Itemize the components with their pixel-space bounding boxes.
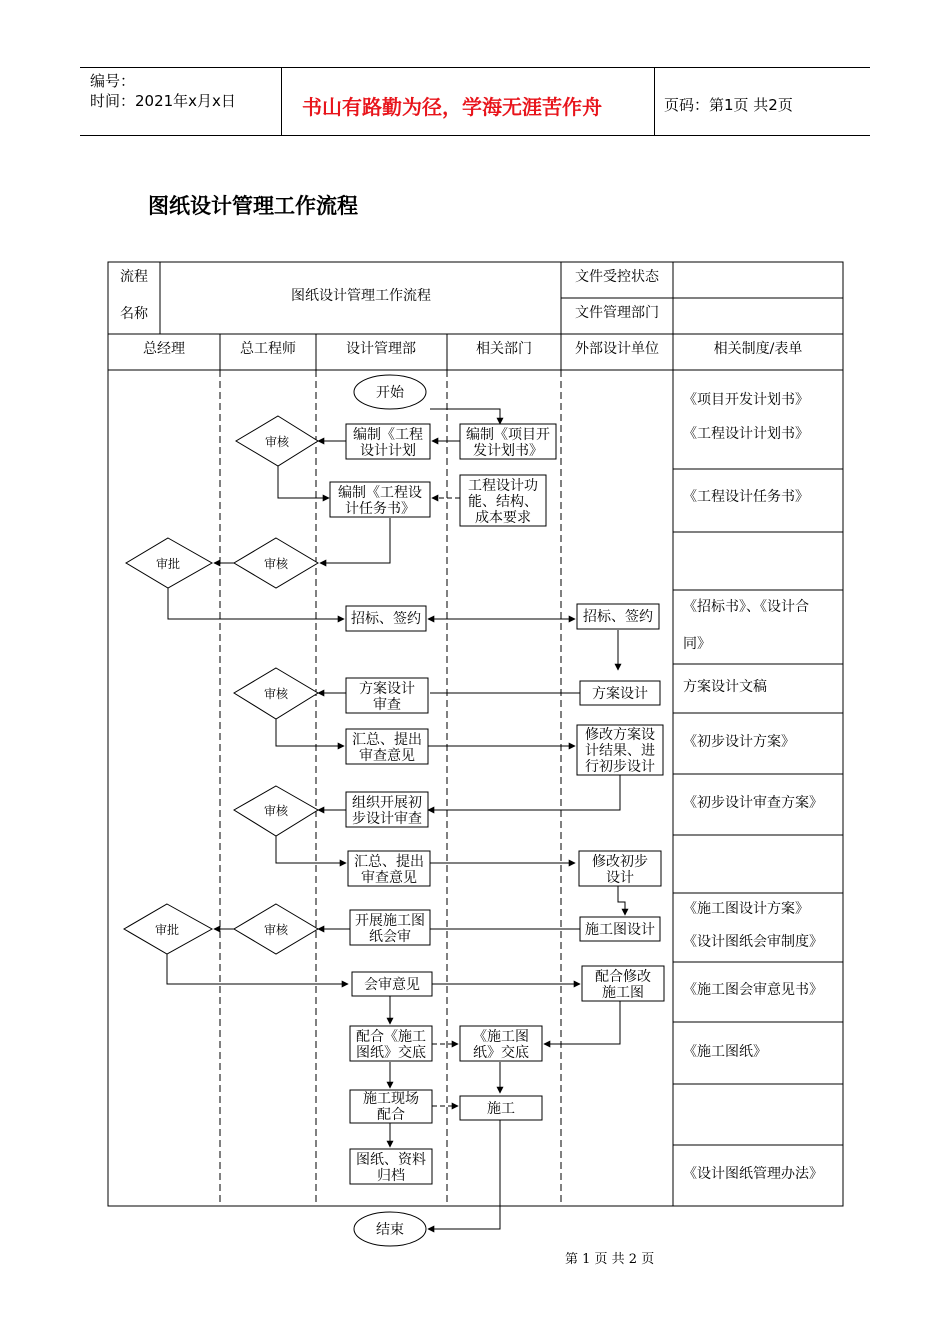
box-label: 招标、签约 [583,609,653,625]
box-label: 《施工图 [473,1029,529,1045]
box-label: 编制《项目开 [466,427,550,443]
box-label: 能、结构、 [468,494,538,510]
start-label: 开始 [376,385,404,401]
box-label: 设计计划 [360,443,416,459]
form-label: 《设计图纸管理办法》 [683,1166,823,1182]
column-header: 总工程师 [240,341,296,357]
column-header: 相关制度/表单 [713,341,803,357]
box-label: 汇总、提出 [352,732,422,748]
box-label: 行初步设计 [585,759,655,775]
box-label: 修改初步 [592,854,648,870]
form-label: 方案设计文稿 [683,679,767,695]
page-footer: 第 1 页 共 2 页 [565,1252,655,1267]
review-label: 审核 [263,804,289,818]
box-label: 计任务书》 [345,501,415,517]
box-label: 步设计审查 [352,811,422,827]
box-label: 纸》交底 [473,1045,529,1061]
box-label: 编制《工程设 [338,485,422,501]
approve-label: 审批 [154,923,180,937]
form-label: 《项目开发计划书》 [683,392,809,408]
box-label: 归档 [377,1168,405,1184]
box-label: 方案设计 [592,686,648,702]
box-label: 纸会审 [369,929,411,945]
form-label: 《施工图设计方案》 [683,901,809,917]
form-label: 《施工图纸》 [683,1044,767,1060]
review-label: 审核 [264,435,290,449]
box-label: 审查 [373,697,401,713]
document-title: 图纸设计管理工作流程 [148,194,358,218]
box-label: 组织开展初 [352,795,422,811]
box-label: 发计划书》 [473,443,543,459]
management-dept-label: 文件管理部门 [575,305,659,321]
page-number-label: 页码：第1页 共2页 [664,96,793,114]
review-label: 审核 [263,557,289,571]
box-label: 成本要求 [475,510,531,526]
box-label: 招标、签约 [351,611,421,627]
column-header: 相关部门 [476,341,532,357]
form-label: 《工程设计计划书》 [683,426,809,442]
control-status-label: 文件受控状态 [575,269,659,285]
form-label: 《施工图会审意见书》 [683,982,823,998]
box-label: 方案设计 [359,681,415,697]
form-label: 《设计图纸会审制度》 [683,934,823,950]
document-code-label: 编号： [90,72,136,90]
flow-label-2: 名称 [120,306,148,322]
box-label: 配合 [377,1107,405,1123]
header-motto: 书山有路勤为径，学海无涯苦作舟 [302,95,602,119]
column-header: 设计管理部 [346,341,416,357]
review-label: 审核 [263,687,289,701]
box-label: 工程设计功 [468,478,538,494]
box-label: 配合《施工 [356,1029,426,1045]
box-label: 图纸》交底 [356,1045,426,1061]
box-label: 汇总、提出 [354,854,424,870]
approve-label: 审批 [155,557,181,571]
box-label: 施工图 [602,985,644,1001]
flow-name: 图纸设计管理工作流程 [291,288,431,304]
box-label: 审查意见 [359,748,415,764]
column-header: 总经理 [143,341,185,357]
box-label: 计结果、进 [585,743,655,759]
end-label: 结束 [376,1222,404,1238]
review-label: 审核 [263,923,289,937]
form-label: 《初步设计方案》 [683,734,795,750]
flow-label-1: 流程 [120,269,148,285]
box-label: 开展施工图 [355,913,425,929]
form-label: 同》 [683,636,711,652]
box-label: 设计 [606,870,634,886]
column-header: 外部设计单位 [575,341,659,357]
box-label: 审查意见 [361,870,417,886]
box-label: 施工 [487,1101,515,1117]
box-label: 施工现场 [363,1091,419,1107]
box-label: 会审意见 [364,977,420,993]
form-label: 《招标书》、《设计合 [683,599,809,615]
form-label: 《工程设计任务书》 [683,489,809,505]
box-label: 施工图设计 [585,922,655,938]
box-label: 配合修改 [595,969,651,985]
document-date-label: 时间：2021年x月x日 [90,92,236,110]
box-label: 修改方案设 [585,727,655,743]
form-label: 《初步设计审查方案》 [683,795,823,811]
box-label: 编制《工程 [353,427,423,443]
box-label: 图纸、资料 [356,1152,426,1168]
